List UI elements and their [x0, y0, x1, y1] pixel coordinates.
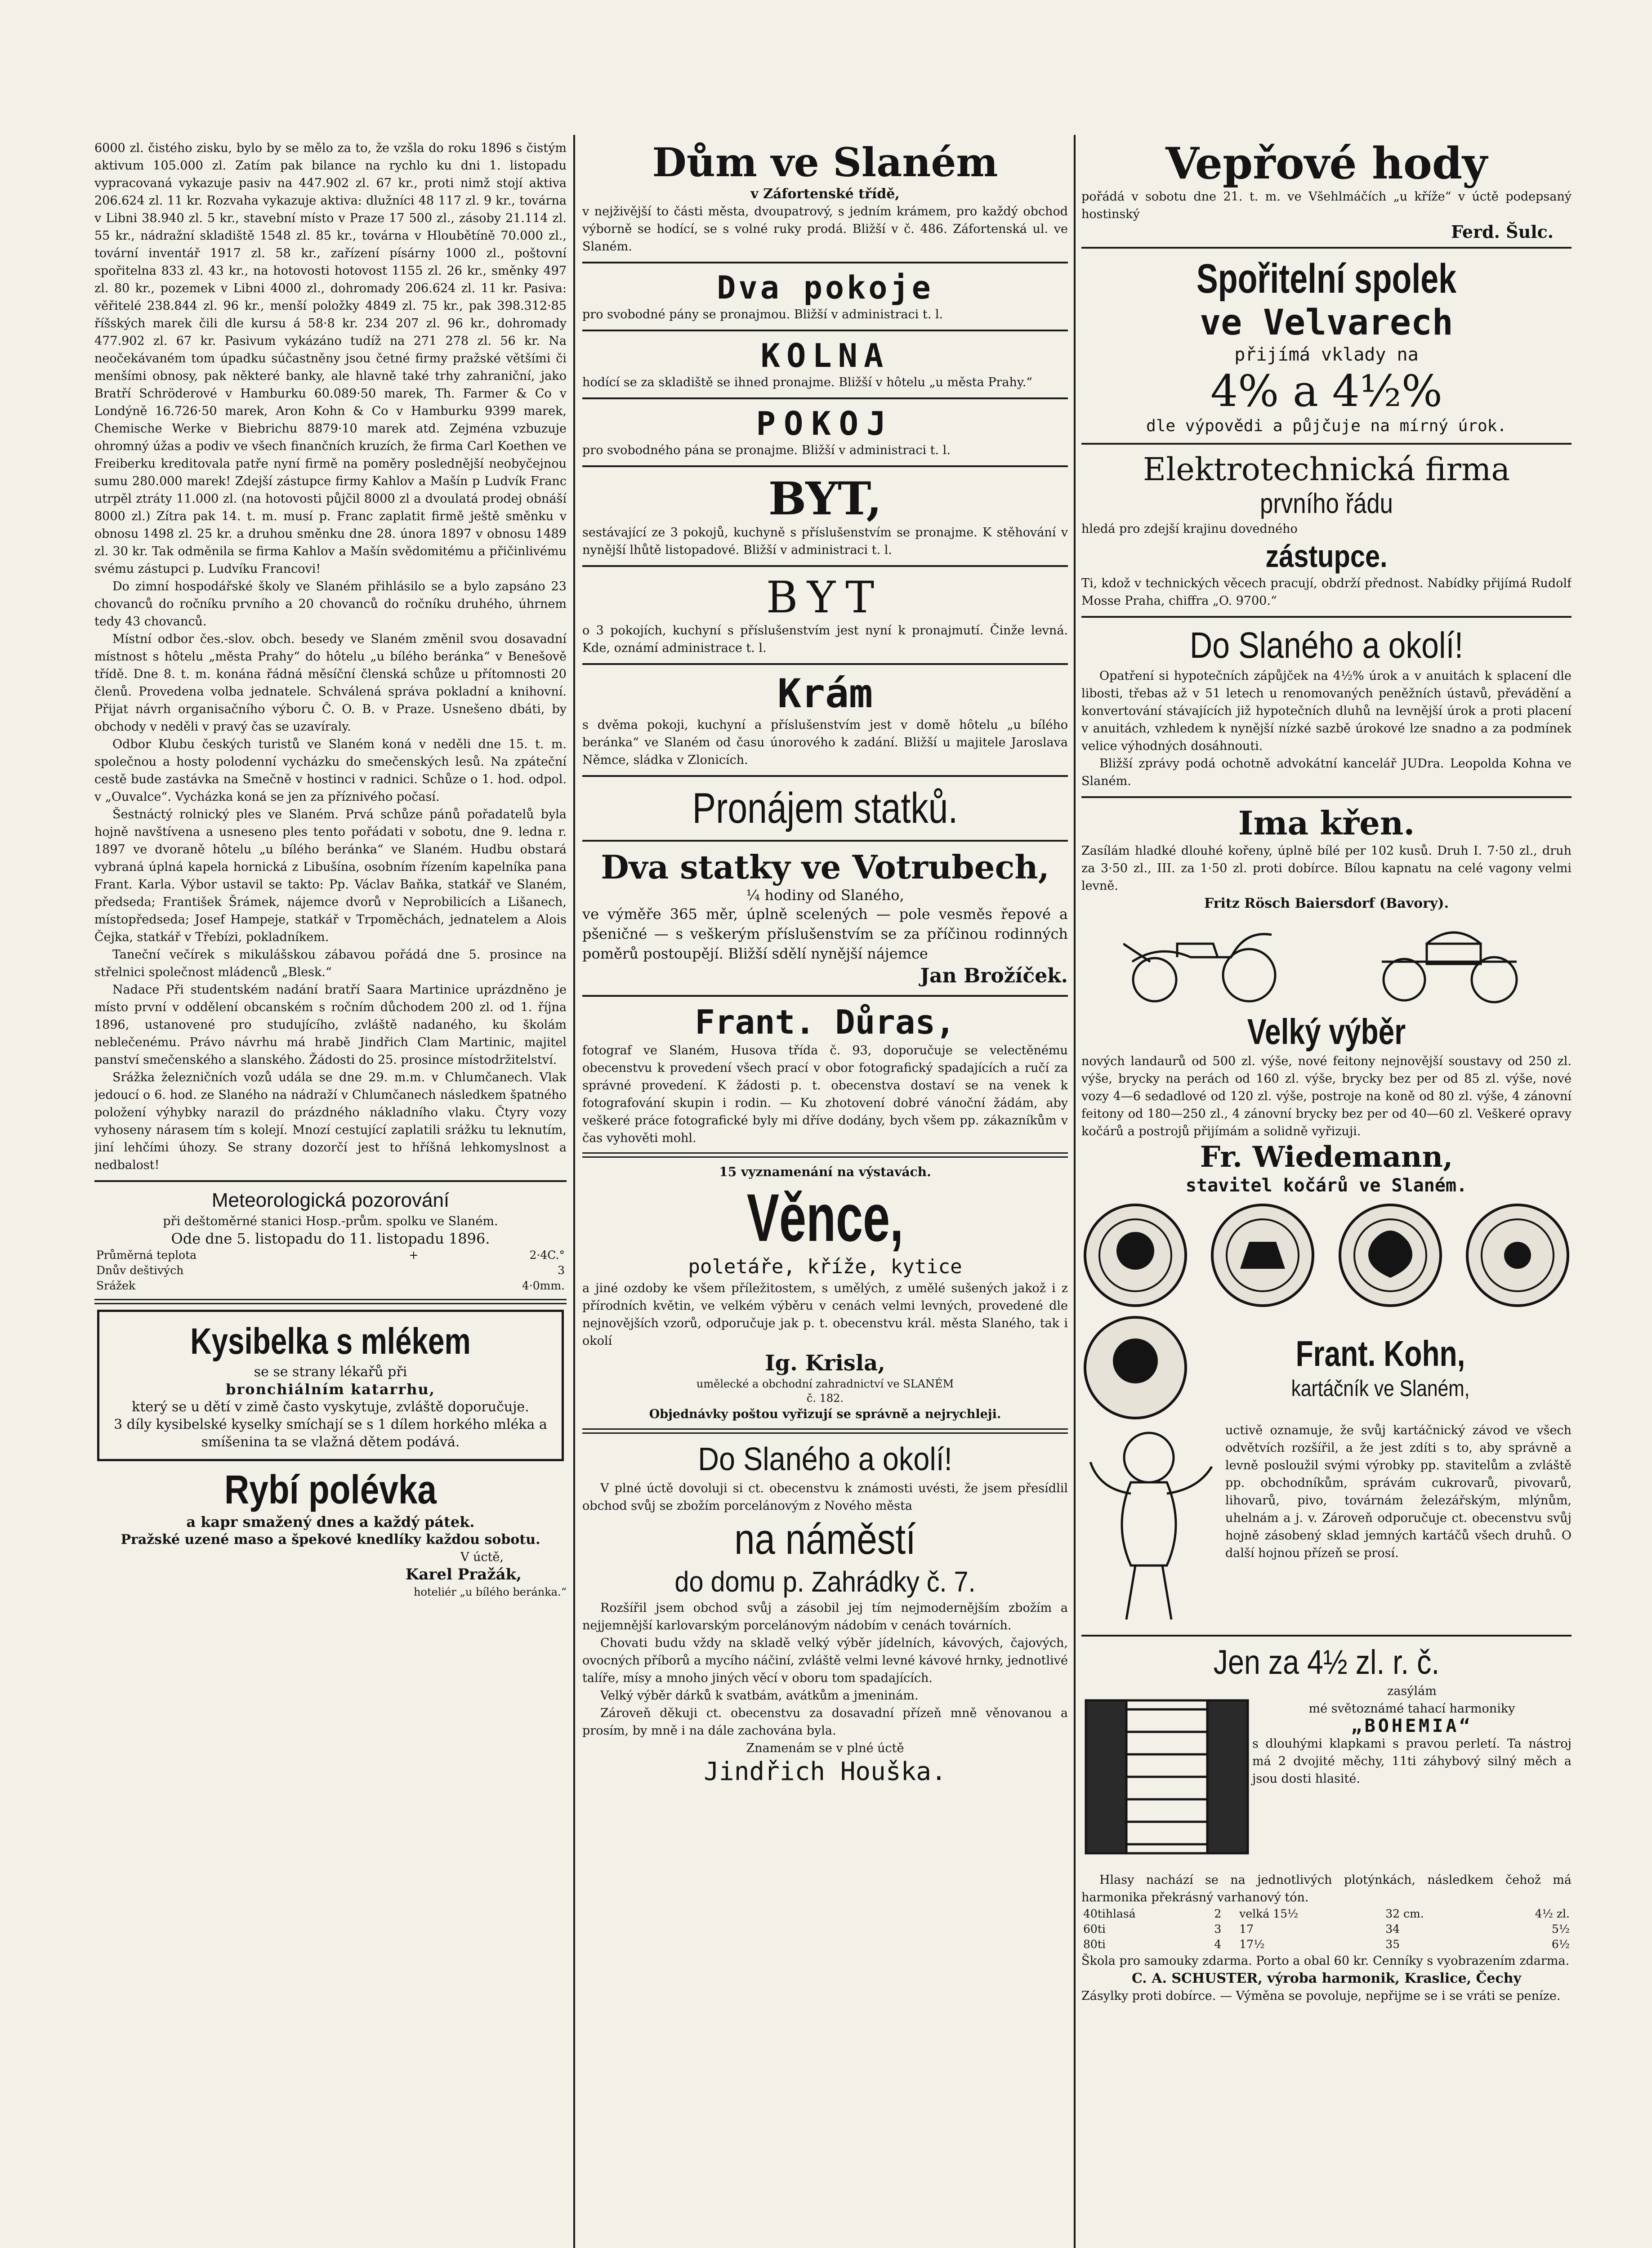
divider: [94, 1299, 567, 1304]
ad-line: a kapr smažený dnes a každý pátek.: [186, 1513, 475, 1530]
medal-icon: [1081, 1314, 1189, 1422]
ad-do-slaneho-sign2: Jindřich Houška.: [704, 1757, 947, 1786]
cell: 6½: [1551, 1938, 1570, 1951]
meteo-label: Dnův deštivých: [96, 1264, 184, 1277]
ad-line: Pražské uzené maso a špekové knedlíky každou sobotu.: [121, 1532, 540, 1548]
ad-wiedemann-sub: stavitel kočárů ve Slaném.: [1185, 1175, 1468, 1196]
news-tourist-club: Odbor Klubu českých turistů ve Slaném koná v neděli dne 15. t. m. společnou a hosty polodenní vycházku do smečenských lesů. Na zpáteční cestě bude zastávka na Smečně v hostinci v radnici. Schůze o 1. hod. odpol. v „Ouvalce“. Vycházka koná se jen za příznivého počasí.: [94, 737, 567, 804]
ad-dum-sub: v Záfortenské třídě,: [750, 186, 900, 202]
ad-dva-statky-dist: ¼ hodiny od Slaného,: [746, 887, 904, 904]
table-row: [1081, 1922, 1572, 1937]
carriage-icon: [1123, 917, 1285, 1007]
ad-sporitelni-title2: ve Velvarech: [1200, 303, 1453, 343]
ad-kohn-title: Frant. Kohn,: [1295, 1334, 1465, 1374]
ad-ima-title: Ima křen.: [1238, 804, 1415, 842]
ad-harm-l2: mé světoznámé tahací harmoniky: [1308, 1702, 1515, 1716]
cell: 4: [1214, 1938, 1222, 1951]
ad-dva-pokoje-title: Dva pokoje: [717, 269, 933, 306]
ad-byt2-title: BYT: [766, 572, 884, 623]
ad-velky-text: nových landaurů od 500 zl. výše, nové feitony nejnovější soustavy od 250 zl. výše, brycky na perách od 160 zl. výše, brycky bez per od 85 zl. výše, nové vozy 4—6 sedadlové od 120 zl. výše, postroje na koně od 80 zl. výše, 4 zánovní feitony od 180—250 zl., 4 zánovní brycky bez per od 40—60 zl. Veškeré opravy kočárů a postrojů přijímám a solidně vyřizuji.: [1081, 1054, 1572, 1138]
ad-elektro-text: Ti, kdož v technických věcech pracují, obdrží přednost. Nabídky přijímá Rudolf Mosse Praha, chiffra „O. 9700.“: [1081, 576, 1572, 608]
ad-ima-sign: Fritz Rösch Baiersdorf (Bavory).: [1204, 896, 1449, 911]
meteo-label: Srážek: [96, 1279, 136, 1292]
cell: 2: [1214, 1907, 1222, 1920]
divider: [582, 330, 1068, 331]
ad-harm-text: s dlouhými klapkami s pravou perletí. Ta nástroj má 2 dvojité měchy, 11ti záhybový silný měch a jsou dosti hlasité.: [1252, 1737, 1572, 1786]
ad-do-slaneho-title: Do Slaného a okolí!: [698, 1441, 952, 1477]
divider: [582, 775, 1068, 777]
ad-duras-text: fotograf ve Slaném, Husova třída č. 93, doporučuje se velectěnému obecenstvu k provedení všech prací v obor fotografický spadajících a ručí za správné provedení. K žádosti p. t. obecenstva dostaví se na venek k fotografování skupin i rodin. — Ku zhotovení dobré vánoční žádám, aby veškeré práce fotografické byly mi dříve dodány, bych všem pp. zákazníkům v čas vyhověti mohl.: [582, 1044, 1068, 1145]
column-rule-right: [1074, 135, 1076, 2248]
ad-harm-sign: C. A. SCHUSTER, výroba harmonik, Kraslice, Čechy: [1131, 1971, 1522, 1986]
divider: [582, 397, 1068, 399]
divider: [582, 1428, 1068, 1434]
ad-sporitelni-rate: 4% a 4½%: [1210, 366, 1442, 416]
ad-dva-statky-text: ve výměře 365 měr, úplně scelených — pole vesměs řepové a pšeničné — s veškerým příslušenstvím se za příčinou rodinných poměrů postoupějí. Bližší sdělí nynější nájemce: [582, 905, 1068, 962]
divider: [94, 1180, 567, 1182]
ad-vence-title: Věnce,: [746, 1180, 904, 1255]
kohn-body: [1081, 1422, 1572, 1628]
ad-elektro-l2: zástupce.: [1265, 539, 1388, 574]
kohn-titles: [1189, 1333, 1572, 1402]
cell: 80ti: [1083, 1938, 1106, 1951]
ad-byt2-text: o 3 pokojích, kuchyní s příslušenstvím jest nyní k pronajmutí. Činže levná. Kde, oznámí administrace t. l.: [582, 624, 1068, 655]
ad-kolna-text: hodící se za skladiště se ihned pronajme. Bližší v hôtelu „u města Prahy.“: [582, 375, 1032, 389]
cell: 35: [1385, 1938, 1400, 1951]
news-train-collision: Srážka železničních vozů udála se dne 29. m.m. v Chlumčanech. Vlak jedoucí o 6. hod. ze Slaného na nádraží v Chlumčanech následkem špatného položení výhybky narazil do prázdného nákladního vlaku. Čtyry vozy vyhoseny nárasem tím s kolejí. Mnozí cestující zaplatili srážku tu leknutím, jiní lehčími úhozy. Se strany dozorčí jest to hříšná lehkomyslnost a nedbalost!: [94, 1070, 567, 1172]
kohn-header: [1081, 1314, 1572, 1422]
meteo-table: [94, 1248, 567, 1293]
ad-do-slaneho-text4: Velký výběr dárků k svatbám, avátkům a jmeninám.: [600, 1689, 919, 1703]
meteo-sign: [395, 1263, 433, 1278]
medal-icon: [1209, 1201, 1317, 1309]
ad-sign: hoteliér „u bílého beránka.“: [414, 1586, 567, 1598]
ad-line: který se u dětí v zimě často vyskytuje, zvláště doporučuje.: [132, 1399, 529, 1415]
divider: [582, 465, 1068, 467]
meteo-sign: +: [409, 1249, 419, 1262]
ad-sign: V úctě,: [460, 1550, 504, 1564]
ad-wiedemann-title: Fr. Wiedemann,: [1200, 1140, 1453, 1174]
coach-illustrations: [1081, 917, 1572, 1007]
cell: 17½: [1239, 1938, 1265, 1951]
divider: [582, 1152, 1068, 1158]
medal-icon: [1336, 1201, 1444, 1309]
ad-do-slaneho-text3: Chovati budu vždy na skladě velký výběr jídelních, kávových, čajových, ovocných příborů a mycího náčiní, zvláště velmi levné kávové hrnky, jednotlivé talíře, mísy a mnoho jiných věcí v oboru tom spadajících.: [582, 1636, 1068, 1685]
cell: 17: [1239, 1922, 1254, 1936]
ad-do-slaneho-text5: Zároveň děkuji ct. obecenstvu za dosavadní přízeň mně věnovanou a prosím, by mně i na dále zachována byla.: [582, 1706, 1068, 1738]
news-farmers-ball: Šestnáctý rolnický ples ve Slaném. Prvá schůze pánů pořadatelů byla hojně navštívena a usneseno ples tento pořádati v sobotu, dne 9. ledna r. 1897 ve dvoraně hôtelu „u bílého beránka“ ve Slaném. Hudbu obstará vybraná úplná kapela hornická z Libušína, osobním řízením kapelníka pana Frant. Karla. Výbor ustavil se takto: Pp. Václav Baňka, statkář ve Slaném, předseda; František Šrámek, nájemce dvorů v Neprobilicích a Lišanech, místopředseda; Josef Hampeje, statkář v Trpoměchách, jednatelem a Alois Čejka, statkář v Třebízi, pokladníkem.: [94, 807, 567, 944]
table-row: [1081, 1906, 1572, 1922]
meteo-subtitle: při deštoměrné stanici Hosp.-prům. spolku ve Slaném.: [163, 1214, 498, 1228]
column-ads-middle: [582, 139, 1068, 1787]
accordion-icon: [1081, 1682, 1252, 1871]
divider: [1081, 247, 1572, 249]
ad-do-slaneho-text2: Rozšířil jsem obchod svůj a zásobil jej tím nejmodernějším zbožím a nejjemnější karlovarským porcelánovým nádobím v cenách továrních.: [582, 1601, 1068, 1632]
divider: [582, 565, 1068, 567]
ad-veprove-title: Vepřové hody: [1165, 139, 1487, 189]
ad-vence-sign2: umělecké a obchodní zahradnictví ve SLANÉM č. 182.: [696, 1378, 954, 1405]
ad-do-slaneho2-text: Opatření si hypotečních zápůjček na 4½% úrok a v anuitách k splacení dle libosti, třebas až v 51 letech u renomovaných peněžních ústavů, převádění a konvertování stávajících již hypotečních dluhů na levnější úrok a proti placení v anuitách, vzhledem k nynější nízké sazbě úrokové lze snadno a za podmínek velice výhodných dosáhnouti.: [1081, 669, 1572, 753]
table-row: [94, 1248, 567, 1263]
ad-sign: Karel Pražák,: [405, 1566, 522, 1583]
divider: [1081, 1635, 1572, 1637]
table-row: [94, 1278, 567, 1293]
ad-kram-title: Krám: [777, 670, 873, 717]
divider: [582, 663, 1068, 665]
harmonika-price-table: [1081, 1906, 1572, 1952]
column-news: [94, 139, 567, 1601]
ad-harmonika-price: Jen za 4½ zl. r. č.: [1213, 1643, 1440, 1682]
ad-dum-text: v nejživější to části města, dvoupatrový, s jedním krámem, pro každý obchod výborně se hodící, se s volné ruky prodá. Bližší v č. 486. Záfortenská ul. ve Slaném.: [582, 205, 1068, 254]
meteo-sign: [395, 1278, 433, 1293]
ad-title: Kysibelka s mlékem: [190, 1321, 471, 1362]
divider: [1081, 796, 1572, 798]
medal-row: [1081, 1201, 1572, 1309]
ad-vence-sub: poletáře, kříže, kytice: [688, 1255, 962, 1278]
ad-line: 3 díly kysibelské kyselky smíchají se s 1 dílem horkého mléka a smíšenina ta se vlažná dětem podává.: [114, 1417, 547, 1450]
medal-icon: [1464, 1201, 1572, 1309]
ad-kysibelka: [97, 1310, 564, 1461]
cell: 40tihlasá: [1083, 1907, 1136, 1920]
news-merchant-club: Místní odbor čes.-slov. obch. besedy ve Slaném změnil svou dosavadní místnost s hôtelu „města Prahy“ do hôtelu „u bílého beránka“ v Benešově třídě. Dne 8. t. m. konána řádná měsíční členská schůze u přítomnosti 20 členů. Provedena volba jednatele. Schválená správa pokladní a knihovní. Přijat návrh organisačního výboru Č. O. B. v Praze. Usnešeno dbáti, by obchody v neděli v pravý čas se uzavíraly.: [94, 632, 567, 734]
ad-elektro-l1: hledá pro zdejší krajinu dovedného: [1081, 522, 1298, 536]
ad-harm-l3: „BOHEMIA“: [1351, 1716, 1473, 1736]
ad-harm-foot: Zásylky proti dobírce. — Výměna se povoluje, nepřijme se i se vráti se peníze.: [1081, 1989, 1561, 2003]
harmonika-text: [1252, 1682, 1572, 1871]
news-winter-school: Do zimní hospodářské školy ve Slaném přihlásilo se a bylo zapsáno 23 chovanců do ročníku prvního a 20 chovanců do ročníku druhého, úhrnem tedy 43 chovanců.: [94, 580, 567, 629]
ad-sporitelni-l1: přijímá vklady na: [1234, 344, 1419, 365]
news-foundation: Nadace Při studentském nadání bratří Saara Martinice uprázdněno je místo první v oddělení obcanském s ročním důchodem 200 zl. od 1. října 1896, ustanovené pro studujícího, zvláště nadaného, ku školám neblečenému. Právo návrhu má hrabě Jindřich Clam Martinic, majitel panství smečenského a slanského. Žádosti do 25. prosince místodržitelství.: [94, 983, 567, 1067]
ad-kram-text: s dvěma pokoji, kuchyní a příslušenstvím jest v domě hôtelu „u bílého beránka“ ve Slaném od času únorového k zadání. Bližší u majitele Jaroslava Němce, sládka v Zlonicích.: [582, 718, 1068, 767]
ad-byt1-title: BYT,: [768, 472, 882, 525]
ad-harm-text2: Hlasy nachází se na jednotlivých plotýnkách, následkem čehož má harmonika překrásný varhanový tón.: [1081, 1873, 1572, 1905]
ad-vence-banner: 15 vyznamenání na výstavách.: [719, 1164, 931, 1179]
ad-dva-statky-sign: Jan Brožíček.: [920, 964, 1068, 987]
ad-sporitelni-title: Spořitelní spolek: [1196, 256, 1457, 302]
divider: [1081, 443, 1572, 445]
ad-vence-foot: Objednávky poštou vyřizují se správně a nejrychleji.: [649, 1407, 1001, 1421]
ad-do-slaneho-big2: do domu p. Zahrádky č. 7.: [674, 1566, 976, 1598]
ad-kohn-text: uctivě oznamuje, že svůj kartáčnický závod ve všech odvětvích rozšířil, a že jest zdíti s to, aby správně a levně posloužil svými výrobky pp. stavitelům a zvláště pp. obchodníkům, správám cukrovarů, pivovarů, lihovarů, pivo, továrnám železářským, mlýnům, uhelnám a j. v. Zároveň odporučuje ct. obecenstvu svůj hojně zásobený sklad jemných kartáčů všech druhů. O další hojnou přízeň se prosí.: [1225, 1423, 1572, 1560]
meteo-value: 2·4C.°: [529, 1249, 565, 1262]
cell: 32 cm.: [1385, 1907, 1424, 1920]
ad-elektro-title: Elektrotechnická firma: [1143, 451, 1510, 488]
cell: 4½ zl.: [1535, 1907, 1570, 1920]
ad-veprove-sign: Ferd. Šulc.: [1451, 222, 1554, 242]
harmonika-body: [1081, 1682, 1572, 1871]
ad-vence-sign: Ig. Krisla,: [765, 1351, 885, 1376]
cell: 3: [1214, 1922, 1222, 1936]
table-row: [94, 1263, 567, 1278]
cell: 60ti: [1083, 1922, 1106, 1936]
ad-do-slaneho-sign1: Znamenám se v plné úctě: [746, 1741, 904, 1755]
ad-line: se se strany lékařů při: [254, 1364, 407, 1380]
phaeton-icon: [1368, 917, 1530, 1007]
ad-duras-title: Frant. Důras,: [695, 1003, 955, 1042]
ad-velky-title: Velký výběr: [1247, 1012, 1406, 1052]
ad-byt1-text: sestávající ze 3 pokojů, kuchyně s příslušenstvím se pronajme. K stěhování v nynější lhůtě listopadové. Bližší v administraci t. l.: [582, 526, 1068, 557]
ad-dva-pokoje-text: pro svobodné pány se pronajmou. Bližší v administraci t. l.: [582, 308, 943, 321]
ad-line: bronchiálním katarrhu,: [226, 1381, 435, 1398]
column-ads-right: [1081, 139, 1572, 2005]
cherub-icon: [1081, 1422, 1225, 1628]
ad-kolna-title: KOLNA: [760, 337, 890, 375]
ad-do-slaneho2-title: Do Slaného a okolí!: [1189, 625, 1464, 666]
ad-pokoj-text: pro svobodného pána se pronajme. Bližší v administraci t. l.: [582, 443, 951, 457]
column-rule-left: [573, 135, 575, 2248]
meteo-label: Průměrná teplota: [96, 1249, 197, 1262]
ad-elektro-sub: prvního řádu: [1260, 488, 1393, 519]
ad-ima-text: Zasílám hladké dlouhé kořeny, úplně bílé per 102 kusů. Druh I. 7·50 zl., druh za 3·50 zl., III. za 1·50 zl. proti dobírce. Bílou kapnatu na celé vagony velmi levně.: [1081, 844, 1572, 893]
ad-dva-statky-title: Dva statky ve Votrubech,: [601, 848, 1049, 886]
ad-vence-text: a jiné ozdoby ke všem příležitostem, s umělých, z umělé sušených jakož i z přírodních květin, ve velkém výběru v cenách velmi levných, provedené dle nejnovějších vzorů, odporučuje jak p. t. obecenstvu král. města Slaného, tak i okolí: [582, 1281, 1068, 1348]
table-row: [1081, 1937, 1572, 1952]
meteo-date: Ode dne 5. listopadu do 11. listopadu 1896.: [171, 1230, 490, 1247]
divider: [582, 840, 1068, 842]
ad-harm-l1: zasýlám: [1387, 1684, 1437, 1698]
ad-do-slaneho2-text2: Bližší zprávy podá ochotně advokátní kancelář JUDra. Leopolda Kohna ve Slaném.: [1081, 757, 1572, 788]
cell: 5½: [1551, 1922, 1570, 1936]
meteo-title: Meteorologická pozorování: [211, 1189, 450, 1211]
cell: velká 15½: [1239, 1907, 1299, 1920]
divider: [1081, 616, 1572, 618]
divider: [582, 262, 1068, 263]
cell: 34: [1385, 1922, 1400, 1936]
news-dance-evening: Taneční večírek s mikulášskou zábavou pořádá dne 5. prosince na střelnici společnost mládenců „Blesk.“: [94, 948, 567, 979]
divider: [582, 995, 1068, 997]
ad-do-slaneho-text: V plné úctě dovoluji si ct. obecenstvu k známosti uvésti, že jsem přesídlil obchod svůj se zbožím porcelánovým z Nového města: [582, 1481, 1068, 1513]
ad-sporitelni-l3: dle výpovědi a půjčuje na mírný úrok.: [1146, 417, 1507, 435]
ad-pokoj-title: POKOJ: [756, 405, 894, 442]
ad-dum-title: Dům ve Slaném: [652, 139, 998, 186]
ad-harm-text3: Škola pro samouky zdarma. Porto a obal 60 kr. Cenníky s vyobrazením zdarma.: [1081, 1954, 1570, 1968]
meteo-value: 3: [558, 1264, 565, 1277]
news-bankruptcy: 6000 zl. čistého zisku, bylo by se mělo za to, že vzšla do roku 1896 s čistým aktivum 105.000 zl. Zatím pak bilance na rychlo ku dni 1. listopadu vypracovaná vykazuje pasiv na 447.902 zl. 67 kr., proti nimž stojí aktiva 206.624 zl. 11 kr. Rozvaha vykazuje aktiva: dlužníci 48 117 zl. 9 kr., továrna v Libni 38.940 zl. 5 kr., stavební místo v Praze 17 500 zl., zásoby 21.114 zl. 55 kr., nádražní skladiště 1548 zl. 85 kr., továrna v Hloubětíně 70.000 zl., tovární inventář 1917 zl. 58 kr., zařízení písárny 1000 zl., poštovní spořitelna 833 zl. 43 kr., na hotovosti hotovost 1155 zl. 26 kr., směnky 497 zl. 80 kr., pozemek v Libni 4000 zl., dohromady 206.624 zl. 11 kr. Pasiva: věřitelé 238.844 zl. 96 kr., menší položky 4849 zl. 75 kr., pak 398.312·85 říšských marek čili dle kursu á 58·8 kr. 234 207 zl. 96 kr., dohromady 477.902 zl. 67 kr. Pasivum vykázáno tudíž na 271 278 zl. 56 kr. Na neočekávaném tom úpadku súčastněny jsou četné firmy pražské většími či menšími obnosy, pak některé banky, ale hlavně také trhy zahraniční, jako Bratří Schröderové v Hamburku 60.089·50 marek, Th. Farmer & Co v Londýně 16.726·50 marek, Aron Kohn & Co v Hamburku 9399 marek, Chemische Werke v Biebrichu 8879·10 marek atd. Zejména vzbuzuje ohromný úžas a podiv ve všech finančních kruzích, že firma Carl Koethen ve Freiberku kreditovala patře nyní firmě na poměry poslednější neobyčejnou sumu 280.000 marek! Zdejší zástupce firmy Kahlov a Mašín p Ludvík Franc utrpěl ztráty 11.000 zl. (na hotovosti půjčil 8000 zl a dvoulatá prodej obnáší 8000 zl.) Zítra pak 14. t. m. musí p. Franc zaplatit firmě ještě směnku v obnosu 1498 zl. 25 kr. a druhou směnku dne 28. února 1897 v obnosu 1489 zl. 30 kr. Tak odměnila se firma Kahlov a Mašín svědomitému a přičinlivému svému zástupci p. Ludvíku Francovi!: [94, 141, 567, 576]
ad-kohn-sub: kartáčník ve Slaném,: [1291, 1376, 1470, 1401]
medal-icon: [1081, 1201, 1189, 1309]
ad-do-slaneho-big: na náměstí: [734, 1515, 916, 1563]
meteo-value: 4·0mm.: [522, 1279, 565, 1292]
ad-veprove-text: pořádá v sobotu dne 21. t. m. ve Všehlmáčích „u kříže“ v úctě podepsaný hostinský: [1081, 190, 1572, 221]
ad-ryba-title: Rybí polévka: [224, 1467, 437, 1512]
ad-pronajem-title: Pronájem statků.: [692, 784, 958, 832]
